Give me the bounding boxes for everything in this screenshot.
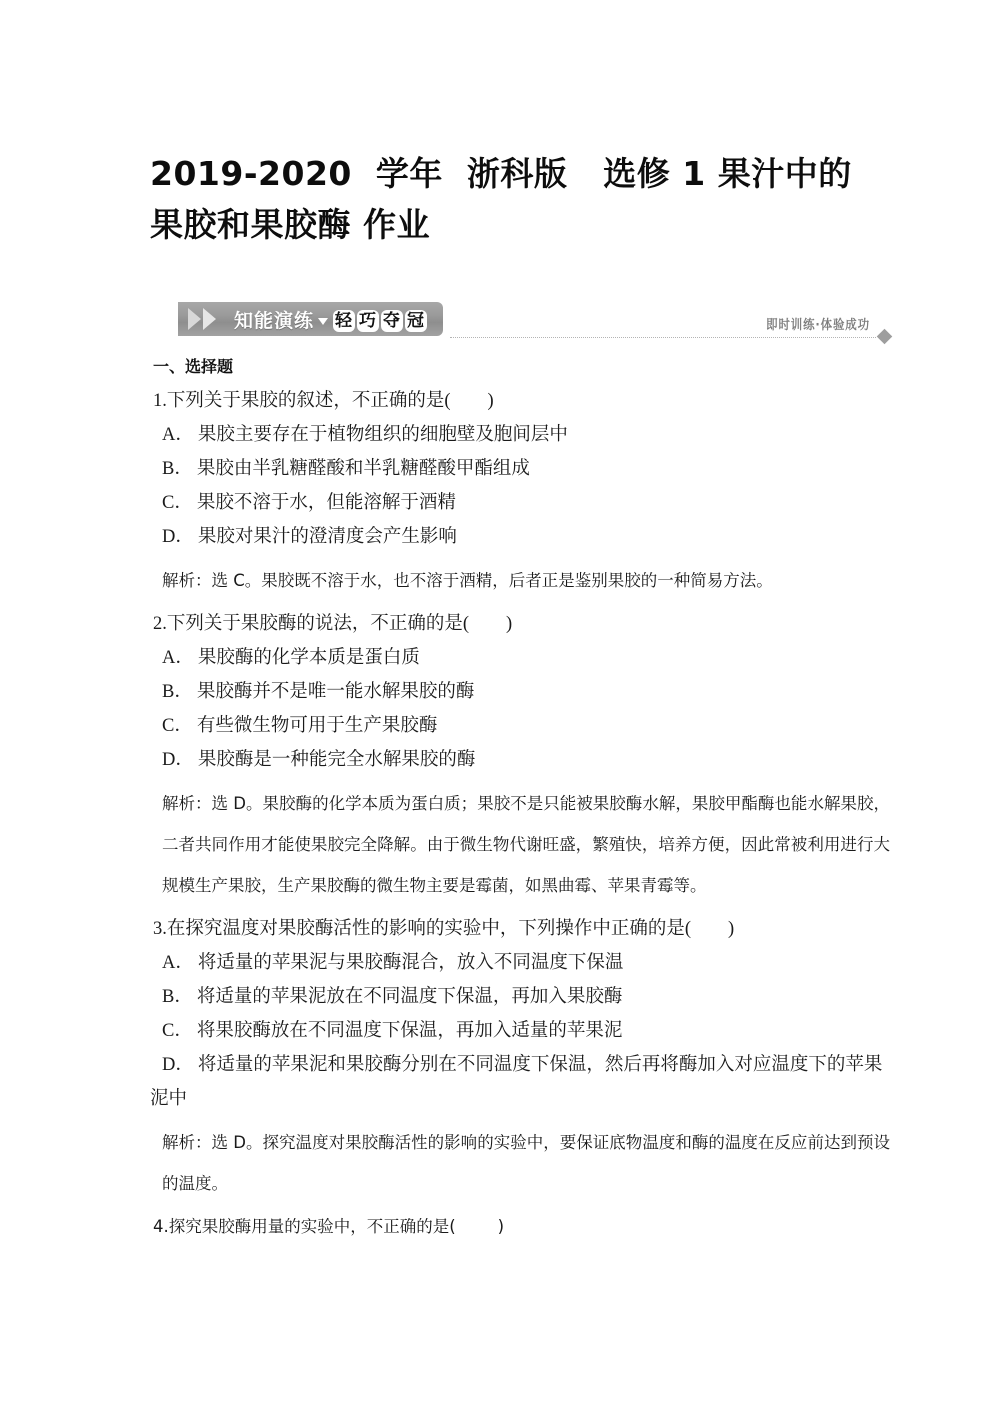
boxed-char: 夺 bbox=[383, 311, 402, 331]
option-text: 果胶酶并不是唯一能水解果胶的酶 bbox=[196, 682, 475, 702]
option-tag: A． bbox=[162, 953, 194, 973]
option-text: 果胶不溶于水，但能溶解于酒精 bbox=[196, 493, 456, 513]
option-item bbox=[162, 1014, 890, 1048]
option-text: 果胶由半乳糖醛酸和半乳糖醛酸甲酯组成 bbox=[196, 459, 530, 479]
boxed-char: 轻 bbox=[335, 311, 354, 331]
option-tag: D． bbox=[162, 750, 194, 770]
question-stem: 4.探究果胶酶用量的实验中，不正确的是( ) bbox=[153, 1217, 505, 1236]
option-item bbox=[162, 709, 890, 743]
diamond-icon bbox=[877, 329, 893, 345]
question-block bbox=[150, 384, 890, 601]
banner-ribbon bbox=[178, 302, 443, 336]
option-item bbox=[162, 946, 890, 980]
question-block bbox=[150, 1210, 890, 1244]
banner-subtitle: 即时训练·体验成功 bbox=[766, 318, 870, 333]
banner-boxed-label bbox=[333, 310, 427, 332]
option-item bbox=[162, 743, 890, 777]
option-tag: D． bbox=[162, 1055, 194, 1075]
option-tag: A． bbox=[162, 648, 194, 668]
page-title bbox=[150, 148, 890, 250]
double-chevron-icon bbox=[188, 308, 216, 330]
banner-main-label: 知能演练 bbox=[234, 309, 315, 332]
question-stem: 1.下列关于果胶的叙述，不正确的是( ) bbox=[153, 391, 494, 411]
option-item bbox=[162, 486, 890, 520]
option-text: 果胶对果汁的澄清度会产生影响 bbox=[197, 527, 457, 547]
option-item bbox=[162, 980, 890, 1014]
option-tag: A． bbox=[162, 425, 194, 445]
option-tag: B． bbox=[162, 682, 193, 702]
option-text: 将适量的苹果泥放在不同温度下保温，再加入果胶酶 bbox=[196, 987, 623, 1007]
option-text: 果胶酶的化学本质是蛋白质 bbox=[197, 648, 420, 668]
option-item bbox=[162, 452, 890, 486]
boxed-char: 冠 bbox=[407, 311, 426, 331]
exercise-content bbox=[150, 352, 890, 1244]
option-text: 果胶主要存在于植物组织的细胞壁及胞间层中 bbox=[197, 425, 568, 445]
option-text: 将适量的苹果泥和果胶酶分别在不同温度下保温，然后再将酶加入对应温度下的苹果泥中 bbox=[150, 1055, 883, 1109]
answer-analysis: 解析：选 D。探究温度对果胶酶活性的影响的实验中，要保证底物温度和酶的温度在反应前达到预设的温度。 bbox=[162, 1133, 890, 1193]
page-title-line-2: 果胶和果胶酶 作业 bbox=[150, 205, 430, 244]
option-tag: B． bbox=[162, 987, 193, 1007]
option-text: 有些微生物可用于生产果胶酶 bbox=[196, 716, 438, 736]
option-item bbox=[150, 1048, 890, 1116]
page-title-line-1: 2019-2020 学年 浙科版 选修 1 果汁中的 bbox=[150, 154, 852, 193]
option-text: 果胶酶是一种能完全水解果胶的酶 bbox=[197, 750, 476, 770]
question-block bbox=[150, 607, 890, 906]
option-item bbox=[162, 675, 890, 709]
question-stem: 2.下列关于果胶酶的说法，不正确的是( ) bbox=[153, 614, 513, 634]
option-tag: C． bbox=[162, 1021, 193, 1041]
banner-title bbox=[234, 306, 427, 333]
option-item bbox=[162, 418, 890, 452]
banner-dotted-rule bbox=[450, 337, 876, 338]
option-tag: B． bbox=[162, 459, 193, 479]
question-stem: 3.在探究温度对果胶酶活性的影响的实验中，下列操作中正确的是( ) bbox=[153, 919, 735, 939]
option-tag: D． bbox=[162, 527, 194, 547]
answer-analysis: 解析：选 C。果胶既不溶于水，也不溶于酒精，后者正是鉴别果胶的一种简易方法。 bbox=[162, 571, 773, 590]
section-heading: 一、选择题 bbox=[153, 357, 234, 376]
option-item bbox=[162, 520, 890, 554]
option-text: 将果胶酶放在不同温度下保温，再加入适量的苹果泥 bbox=[196, 1021, 623, 1041]
triangle-separator-icon bbox=[318, 318, 328, 325]
option-tag: C． bbox=[162, 493, 193, 513]
banner bbox=[150, 300, 890, 342]
boxed-char: 巧 bbox=[359, 311, 378, 331]
question-block bbox=[150, 912, 890, 1204]
option-item bbox=[162, 641, 890, 675]
option-text: 将适量的苹果泥与果胶酶混合，放入不同温度下保温 bbox=[197, 953, 624, 973]
option-tag: C． bbox=[162, 716, 193, 736]
answer-analysis: 解析：选 D。果胶酶的化学本质为蛋白质；果胶不是只能被果胶酶水解，果胶甲酯酶也能水解果胶，二者共同作用才能使果胶完全降解。由于微生物代谢旺盛，繁殖快，培养方便，因此常被利用进行大规模生产果胶，生产果胶酶的微生物主要是霉菌，如黑曲霉、苹果青霉等。 bbox=[162, 794, 890, 895]
